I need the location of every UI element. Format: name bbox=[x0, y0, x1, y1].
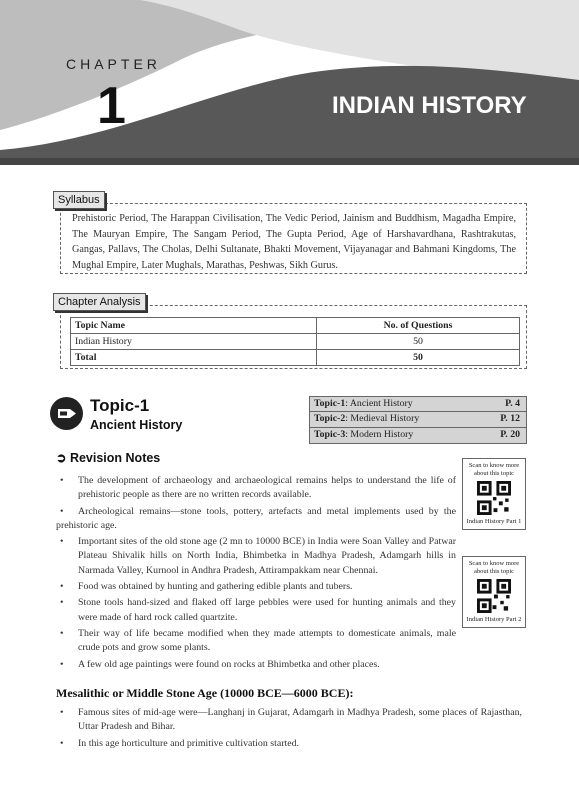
header-no-of-questions: No. of Questions bbox=[317, 318, 520, 334]
list-item: • Archeological remains—stone tools, pottery, artefacts and metal implements used by the prehistoric age. bbox=[56, 505, 456, 534]
list-item: • The development of archaeology and archaeological remains helps to understand the life of prehistoric people as there are no written records available. bbox=[56, 474, 456, 503]
table-header-row bbox=[71, 318, 520, 334]
chapter-number: 1 bbox=[97, 77, 126, 135]
list-item: • A few old age paintings were found on rocks at Bhimbetka and other places. bbox=[56, 658, 456, 672]
qr-caption: Scan to know more about this topic bbox=[468, 462, 520, 477]
header-topic-name: Topic Name bbox=[71, 318, 317, 334]
topic-index-name: : Modern History bbox=[345, 429, 414, 440]
list-item: • Famous sites of mid-age were—Langhanj in Gujarat, Adamgarh in Madhya Pradesh, some places of Rajasthan, Uttar Pradesh and Bihar. bbox=[56, 706, 522, 735]
qr-label: Indian History Part 2 bbox=[466, 616, 522, 623]
chapter-title: INDIAN HISTORY bbox=[332, 92, 527, 119]
table-total-row bbox=[71, 350, 520, 366]
chapter-analysis-tag: Chapter Analysis bbox=[53, 293, 146, 311]
qr-caption: Scan to know more about this topic bbox=[468, 560, 520, 575]
cell-total-label: Total bbox=[71, 350, 317, 366]
revision-notes-heading bbox=[56, 450, 160, 465]
revision-notes-label: Revision Notes bbox=[69, 451, 161, 465]
qr-code-icon[interactable] bbox=[477, 579, 511, 613]
qr-box-part-2[interactable] bbox=[462, 556, 526, 628]
revision-notes-list bbox=[56, 474, 456, 674]
chapter-label: CHAPTER bbox=[66, 56, 161, 72]
topic-index-row[interactable] bbox=[309, 412, 527, 428]
circle-arrow-icon: ➲ bbox=[56, 451, 70, 465]
topic-index-page: P. 12 bbox=[500, 413, 520, 424]
topic-index-name: : Medieval History bbox=[345, 413, 420, 424]
list-item: • Important sites of the old stone age (2 mn to 10000 BCE) in India were Soan Valley and Patwar Plateau Shivalik hills on North India, Bhimbetka in Madhya Pradesh, Adamgarh hills in Narmada Valley, Kurnool in Andhra Pradesh, Attirampakkam near Chennai. bbox=[56, 535, 456, 578]
topic-index-row[interactable] bbox=[309, 396, 527, 412]
topic-index-prefix: Topic-3 bbox=[314, 429, 346, 440]
topic-index-prefix: Topic-2 bbox=[314, 413, 346, 424]
header-background bbox=[0, 0, 579, 165]
qr-box-part-1[interactable] bbox=[462, 458, 526, 530]
mesolithic-notes-list bbox=[56, 706, 522, 753]
table-row bbox=[71, 334, 520, 350]
list-item: • Their way of life became modified when they made attempts to domesticate animals, male crude pots and grow some plants. bbox=[56, 627, 456, 656]
cell-topic: Indian History bbox=[71, 334, 317, 350]
cell-total-value: 50 bbox=[317, 350, 520, 366]
mesolithic-heading: Mesalithic or Middle Stone Age (10000 BCE—6000 BCE): bbox=[56, 686, 354, 700]
list-item: • Stone tools hand-sized and flaked off large pebbles were used for hunting animals and they were made of hard rock called quartzite. bbox=[56, 596, 456, 625]
list-item: • Food was obtained by hunting and gathering edible plants and tubers. bbox=[56, 580, 456, 594]
topic-index-page: P. 20 bbox=[500, 429, 520, 440]
qr-label: Indian History Part 1 bbox=[466, 518, 522, 525]
qr-code-icon[interactable] bbox=[477, 481, 511, 515]
topic-index-page: P. 4 bbox=[505, 398, 520, 409]
pen-icon bbox=[50, 397, 83, 430]
syllabus-text: Prehistoric Period, The Harappan Civilisation, The Vedic Period, Jainism and Buddhism, Magadha Empire, The Mauryan Empire, The Sangam Period, The Gupta Period, Age of Harshavardhana, Rashtrakutas, Gangas, Pallavs, The Cholas, Delhi Sultanate, Bhakti Movement, Vijayanagar and Bahmani Kingdoms, The Mughal Empire, Later Mughals, Marathas, Peshwas, Sikh Gurus. bbox=[72, 213, 516, 271]
chapter-analysis-table bbox=[70, 317, 520, 366]
topic-index-prefix: Topic-1 bbox=[314, 398, 346, 409]
topic-title: Topic-1 bbox=[90, 396, 150, 415]
topic-index-row[interactable] bbox=[309, 428, 527, 444]
chapter-header bbox=[0, 0, 579, 165]
list-item: • In this age horticulture and primitive cultivation started. bbox=[56, 737, 522, 751]
cell-count: 50 bbox=[317, 334, 520, 350]
topic-index-name: : Ancient History bbox=[345, 398, 413, 409]
topic-index bbox=[309, 396, 527, 444]
syllabus-tag: Syllabus bbox=[53, 191, 105, 209]
topic-subtitle: Ancient History bbox=[90, 418, 183, 432]
